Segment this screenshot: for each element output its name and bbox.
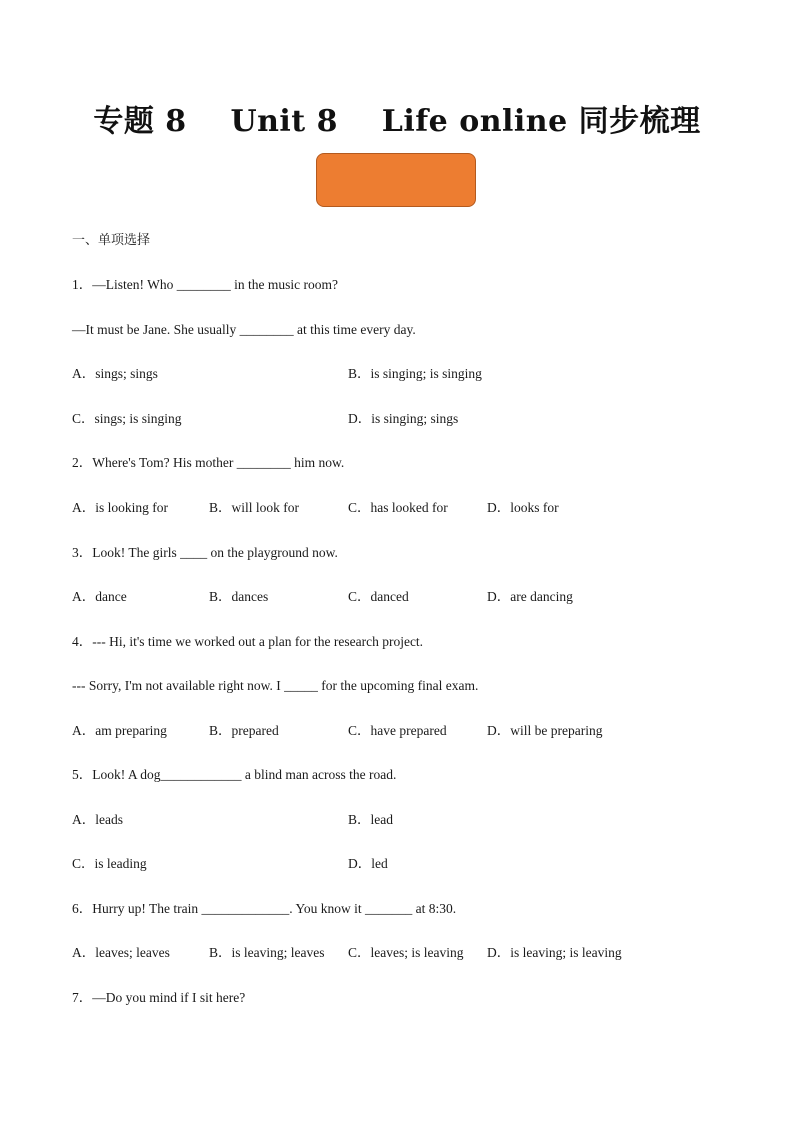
question-5-option-d: D．led: [348, 856, 388, 871]
question-4-line-2: --- Sorry, I'm not available right now. I _____ for the upcoming final exam.: [72, 678, 479, 693]
question-6-option-b: B．is leaving; leaves: [209, 945, 325, 960]
question-5-option-a: A．leads: [72, 812, 123, 827]
question-4-option-d: D．will be preparing: [487, 723, 603, 738]
orange-banner: [316, 153, 476, 207]
question-3-option-a: A．dance: [72, 589, 127, 604]
question-6-option-c: C．leaves; is leaving: [348, 945, 464, 960]
question-4-option-b: B．prepared: [209, 723, 279, 738]
question-4-line-1: 4．--- Hi, it's time we worked out a plan for the research project.: [72, 634, 424, 649]
question-5-option-b: B．lead: [348, 812, 393, 827]
question-2-option-d: D．looks for: [487, 500, 559, 515]
question-6-option-d: D．is leaving; is leaving: [487, 945, 622, 960]
question-2-line-1: 2．Where's Tom? His mother ________ him now.: [72, 455, 345, 470]
question-7-line-1: 7．—Do you mind if I sit here?: [72, 990, 246, 1005]
question-1-line-2: —It must be Jane. She usually ________ at this time every day.: [72, 322, 416, 337]
section-heading: 一、单项选择: [72, 233, 151, 248]
question-1-option-b: B．is singing; is singing: [348, 366, 482, 381]
question-3-option-b: B．dances: [209, 589, 269, 604]
question-5-option-c: C．is leading: [72, 856, 147, 871]
question-3-option-c: C．danced: [348, 589, 409, 604]
question-6-line-1: 6．Hurry up! The train _____________. You know it _______ at 8:30.: [72, 901, 457, 916]
question-1-option-c: C．sings; is singing: [72, 411, 182, 426]
question-4-option-c: C．have prepared: [348, 723, 447, 738]
question-2-option-a: A．is looking for: [72, 500, 168, 515]
question-5-line-1: 5．Look! A dog____________ a blind man across the road.: [72, 767, 397, 782]
question-1-line-1: 1．—Listen! Who ________ in the music room?: [72, 277, 338, 292]
question-4-option-a: A．am preparing: [72, 723, 167, 738]
question-1-option-a: A．sings; sings: [72, 366, 158, 381]
question-6-option-a: A．leaves; leaves: [72, 945, 170, 960]
question-1-option-d: D．is singing; sings: [348, 411, 459, 426]
question-2-option-b: B．will look for: [209, 500, 299, 515]
question-2-option-c: C．has looked for: [348, 500, 448, 515]
page-title: 专题 8 Unit 8 Life online 同步梳理: [93, 104, 701, 139]
question-3-option-d: D．are dancing: [487, 589, 573, 604]
question-3-line-1: 3．Look! The girls ____ on the playground now.: [72, 545, 338, 560]
